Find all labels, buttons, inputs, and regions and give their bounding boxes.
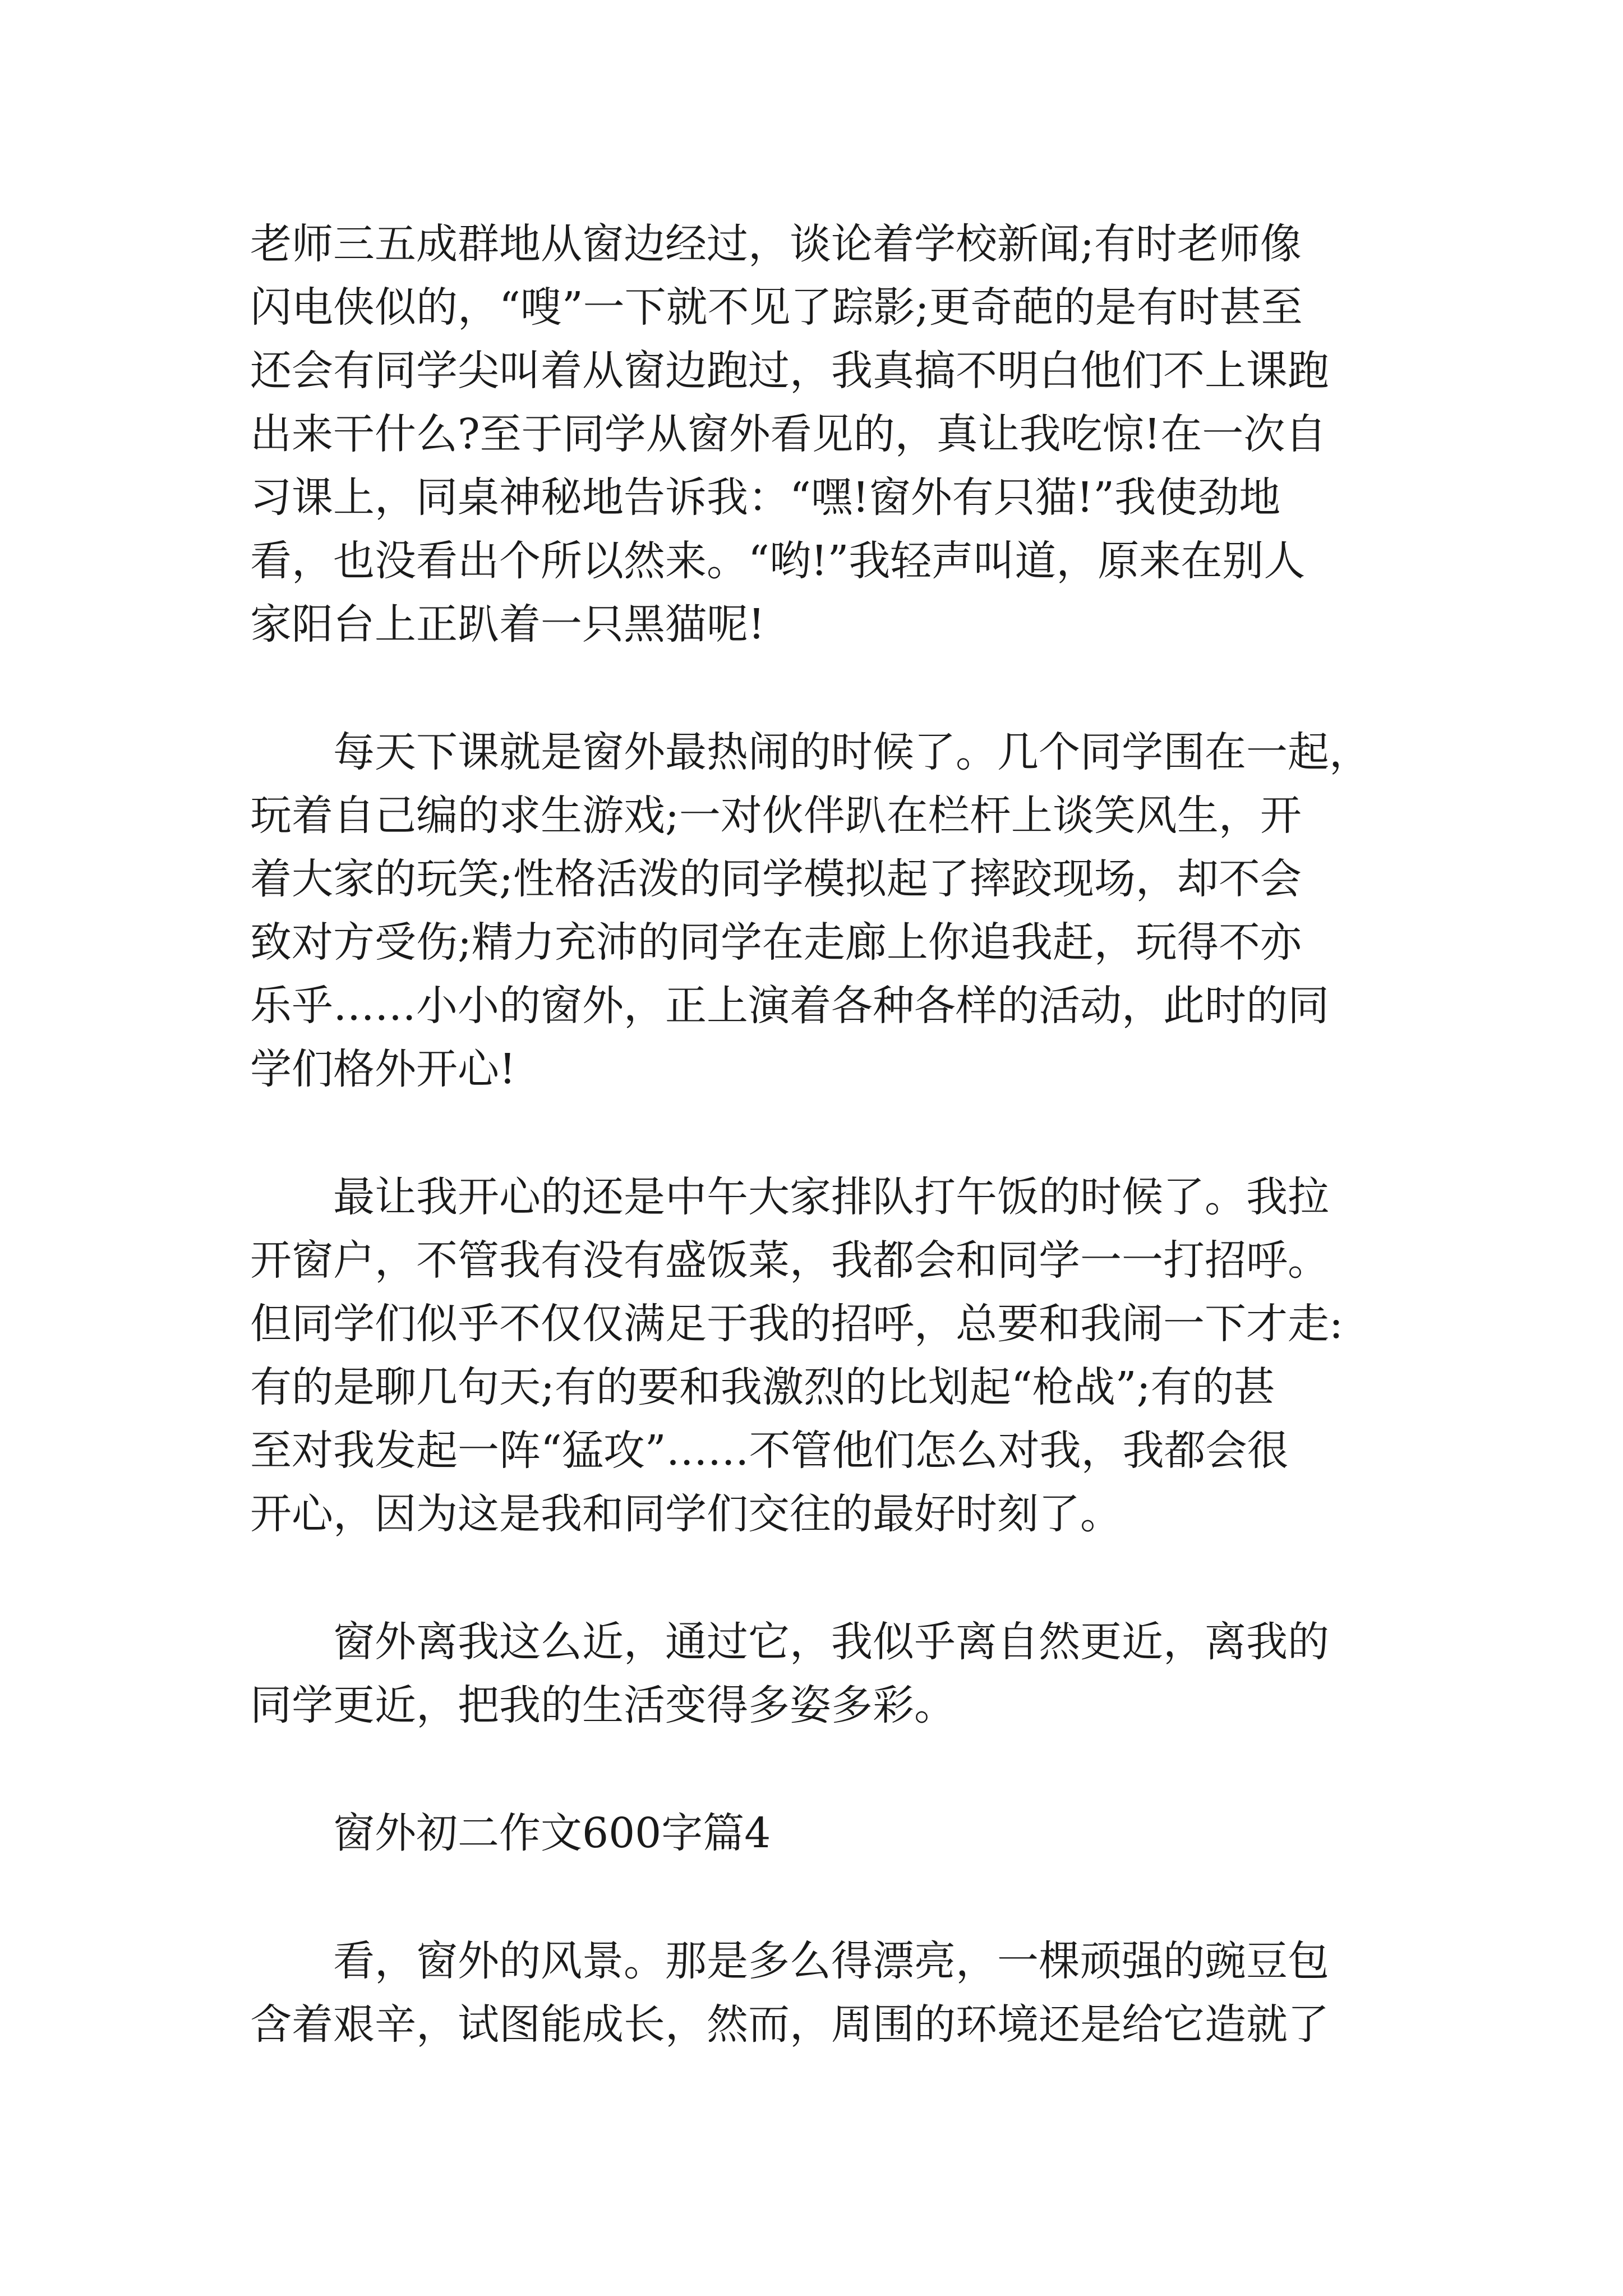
text-line: 至对我发起一阵“猛攻”……不管他们怎么对我，我都会很 <box>250 1427 1289 1475</box>
paragraph-start-line: 每天下课就是窗外最热闹的时候了。几个同学围在一起， <box>333 728 1371 776</box>
paragraph-start-line: 最让我开心的还是中午大家排队打午饭的时候了。我拉 <box>333 1173 1329 1221</box>
text-line: 还会有同学尖叫着从窗边跑过，我真搞不明白他们不上课跑 <box>250 347 1329 395</box>
paragraph-start-line: 看，窗外的风景。那是多么得漂亮，一棵顽强的豌豆包 <box>333 1937 1329 1985</box>
text-line: 致对方受伤;精力充沛的同学在走廊上你追我赶，玩得不亦 <box>250 918 1302 967</box>
text-line: 着大家的玩笑;性格活泼的同学模拟起了摔跤现场，却不会 <box>250 855 1302 903</box>
text-line: 乐乎……小小的窗外，正上演着各种各样的活动，此时的同 <box>250 982 1329 1030</box>
text-line: 学们格外开心! <box>250 1045 516 1093</box>
section-heading: 窗外初二作文600字篇4 <box>333 1809 771 1857</box>
text-line: 习课上，同桌神秘地告诉我：“嘿!窗外有只猫!”我使劲地 <box>250 473 1281 522</box>
text-line: 闪电侠似的，“嗖”一下就不见了踪影;更奇葩的是有时甚至 <box>250 283 1303 332</box>
text-line: 玩着自己编的求生游戏;一对伙伴趴在栏杆上谈笑风生，开 <box>250 792 1302 840</box>
text-line: 含着艰辛，试图能成长，然而，周围的环境还是给它造就了 <box>250 2000 1329 2049</box>
text-line: 家阳台上正趴着一只黑猫呢! <box>250 600 765 648</box>
text-line: 开心，因为这是我和同学们交往的最好时刻了。 <box>250 1490 1122 1538</box>
text-line: 同学更近，把我的生活变得多姿多彩。 <box>250 1681 956 1729</box>
text-line: 看，也没看出个所以然来。“哟!”我轻声叫道，原来在别人 <box>250 537 1306 585</box>
paragraph-start-line: 窗外离我这么近，通过它，我似乎离自然更近，离我的 <box>333 1618 1329 1666</box>
text-line: 有的是聊几句天;有的要和我激烈的比划起“枪战”;有的甚 <box>250 1363 1275 1411</box>
text-line: 但同学们似乎不仅仅满足于我的招呼，总要和我闹一下才走: <box>250 1300 1343 1348</box>
text-line: 出来干什么?至于同学从窗外看见的，真让我吃惊!在一次自 <box>250 410 1327 458</box>
text-line: 开窗户，不管我有没有盛饭菜，我都会和同学一一打招呼。 <box>250 1236 1329 1285</box>
text-line: 老师三五成群地从窗边经过，谈论着学校新闻;有时老师像 <box>250 220 1302 268</box>
